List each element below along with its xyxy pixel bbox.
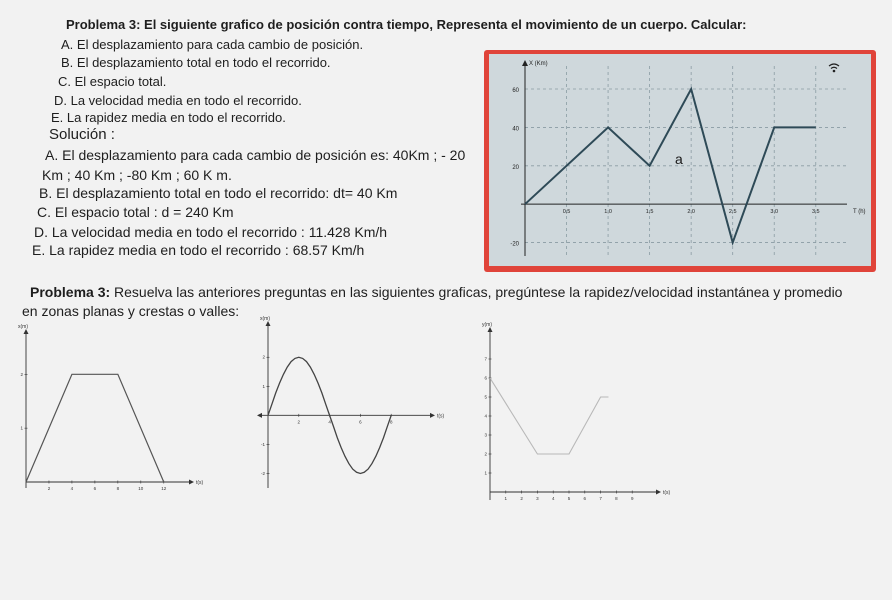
answer-b: B. El desplazamiento total en todo el recorrido: dt= 40 Km: [39, 185, 398, 201]
y-axis-label: x(m): [260, 316, 270, 322]
x-tick-label: 0,5: [562, 209, 571, 216]
annotation-letter: a: [675, 151, 683, 167]
problem1-heading: [66, 18, 747, 32]
x-tick-label: 4: [328, 419, 331, 425]
y-tick-label: 2: [484, 451, 487, 457]
x-tick-label: 7: [599, 496, 602, 501]
y-tick-label: -2: [260, 470, 265, 476]
answer-a-line1: A. El desplazamiento para cada cambio de posición es: 40Km ; - 20: [45, 147, 466, 163]
y-tick-label: 1: [20, 425, 23, 431]
y-axis-label: X (Km): [529, 61, 548, 67]
sine-chart: [254, 312, 450, 496]
x-axis-arrow: [189, 480, 194, 485]
x-tick-label: 3,5: [811, 209, 820, 216]
x-axis-label: t(s): [437, 413, 445, 420]
y-tick-label: 5: [484, 394, 487, 400]
y-tick-label: 20: [512, 164, 519, 171]
x-axis-label: T (h): [853, 209, 866, 216]
answer-d: D. La velocidad media en todo el recorrido : 11.428 Km/h: [34, 224, 388, 240]
problem1-heading-text: El siguiente grafico de posición contra tiempo, Representa el movimiento de un cuerpo. Calcular:: [140, 17, 747, 32]
y-tick-label: 1: [262, 383, 265, 389]
x-tick-label: 6: [359, 419, 362, 425]
solution-title: Solución :: [49, 126, 115, 143]
x-tick-label: 4: [70, 486, 74, 491]
x-tick-label: 3,0: [770, 209, 779, 216]
question-a: A. El desplazamiento para cada cambio de posición.: [61, 37, 364, 52]
x-tick-label: 2: [297, 419, 301, 425]
y-tick-label: 7: [484, 356, 487, 362]
x-tick-label: 3: [536, 496, 539, 501]
y-tick-label: 40: [512, 126, 519, 133]
x-tick-label: 2: [47, 486, 51, 491]
x-tick-label: 2,0: [687, 209, 695, 216]
x-tick-label: 1,0: [604, 209, 612, 216]
y-tick-label: 2: [20, 371, 23, 377]
x-tick-label: 6: [93, 486, 97, 491]
x-tick-label: 9: [630, 496, 634, 501]
y-tick-label: 4: [484, 413, 487, 419]
x-tick-label: 2,5: [728, 209, 737, 216]
x-tick-label: 2: [520, 496, 523, 501]
answer-c: C. El espacio total : d = 240 Km: [37, 204, 234, 220]
x-axis-label: t(s): [663, 490, 671, 496]
answer-a-line2: Km ; 40 Km ; -80 Km ; 60 K m.: [42, 167, 232, 183]
y-tick-label: 60: [512, 88, 519, 95]
trapezoid-chart: [16, 318, 216, 503]
x-tick-label: 5: [567, 496, 571, 501]
valley-chart: [474, 318, 674, 518]
x-axis-left-arrow: [257, 413, 262, 418]
answer-e: E. La rapidez media en todo el recorrido : 68.57 Km/h: [32, 242, 365, 258]
x-tick-label: 1: [504, 496, 508, 501]
y-tick-label: 3: [484, 432, 487, 438]
x-axis-arrow: [656, 490, 661, 495]
x-tick-label: 12: [161, 486, 167, 491]
x-axis-label: t(s): [196, 480, 204, 486]
x-axis-arrow: [430, 413, 435, 418]
x-tick-label: 8: [116, 486, 120, 491]
problem2-heading: [30, 285, 842, 300]
x-tick-label: 6: [583, 496, 587, 501]
x-tick-label: 1,5: [645, 209, 654, 216]
y-axis-label: y(m): [482, 322, 492, 328]
question-b: B. El desplazamiento total en todo el recorrido.: [61, 55, 331, 70]
problem1-heading-label: Problema 3:: [66, 17, 141, 32]
series-line: [490, 378, 609, 454]
x-tick-label: 8: [389, 419, 393, 425]
x-tick-label: 8: [615, 496, 618, 501]
y-tick-label: 2: [262, 354, 265, 360]
wifi-dot: [833, 70, 836, 73]
problem2-heading-text: Resuelva las anteriores preguntas en las siguientes graficas, pregúntese la rapidez/velocidad instantánea y promedio: [110, 284, 843, 300]
question-e: E. La rapidez media en todo el recorrido.: [51, 110, 286, 125]
y-tick-label: -1: [260, 441, 265, 447]
question-d: D. La velocidad media en todo el recorrido.: [54, 93, 302, 108]
x-tick-label: 4: [551, 496, 555, 501]
y-axis-label: x(m): [18, 324, 28, 330]
position-time-chart: [489, 54, 871, 266]
problem2-heading-label: Problema 3:: [30, 284, 111, 300]
x-tick-label: 10: [138, 486, 144, 491]
y-tick-label: -20: [510, 241, 519, 248]
series-line: [26, 374, 164, 482]
y-tick-label: 6: [484, 375, 487, 381]
question-c: C. El espacio total.: [58, 74, 167, 89]
problem2-heading-line2: en zonas planas y crestas o valles:: [22, 303, 240, 319]
y-tick-label: 1: [484, 470, 487, 476]
